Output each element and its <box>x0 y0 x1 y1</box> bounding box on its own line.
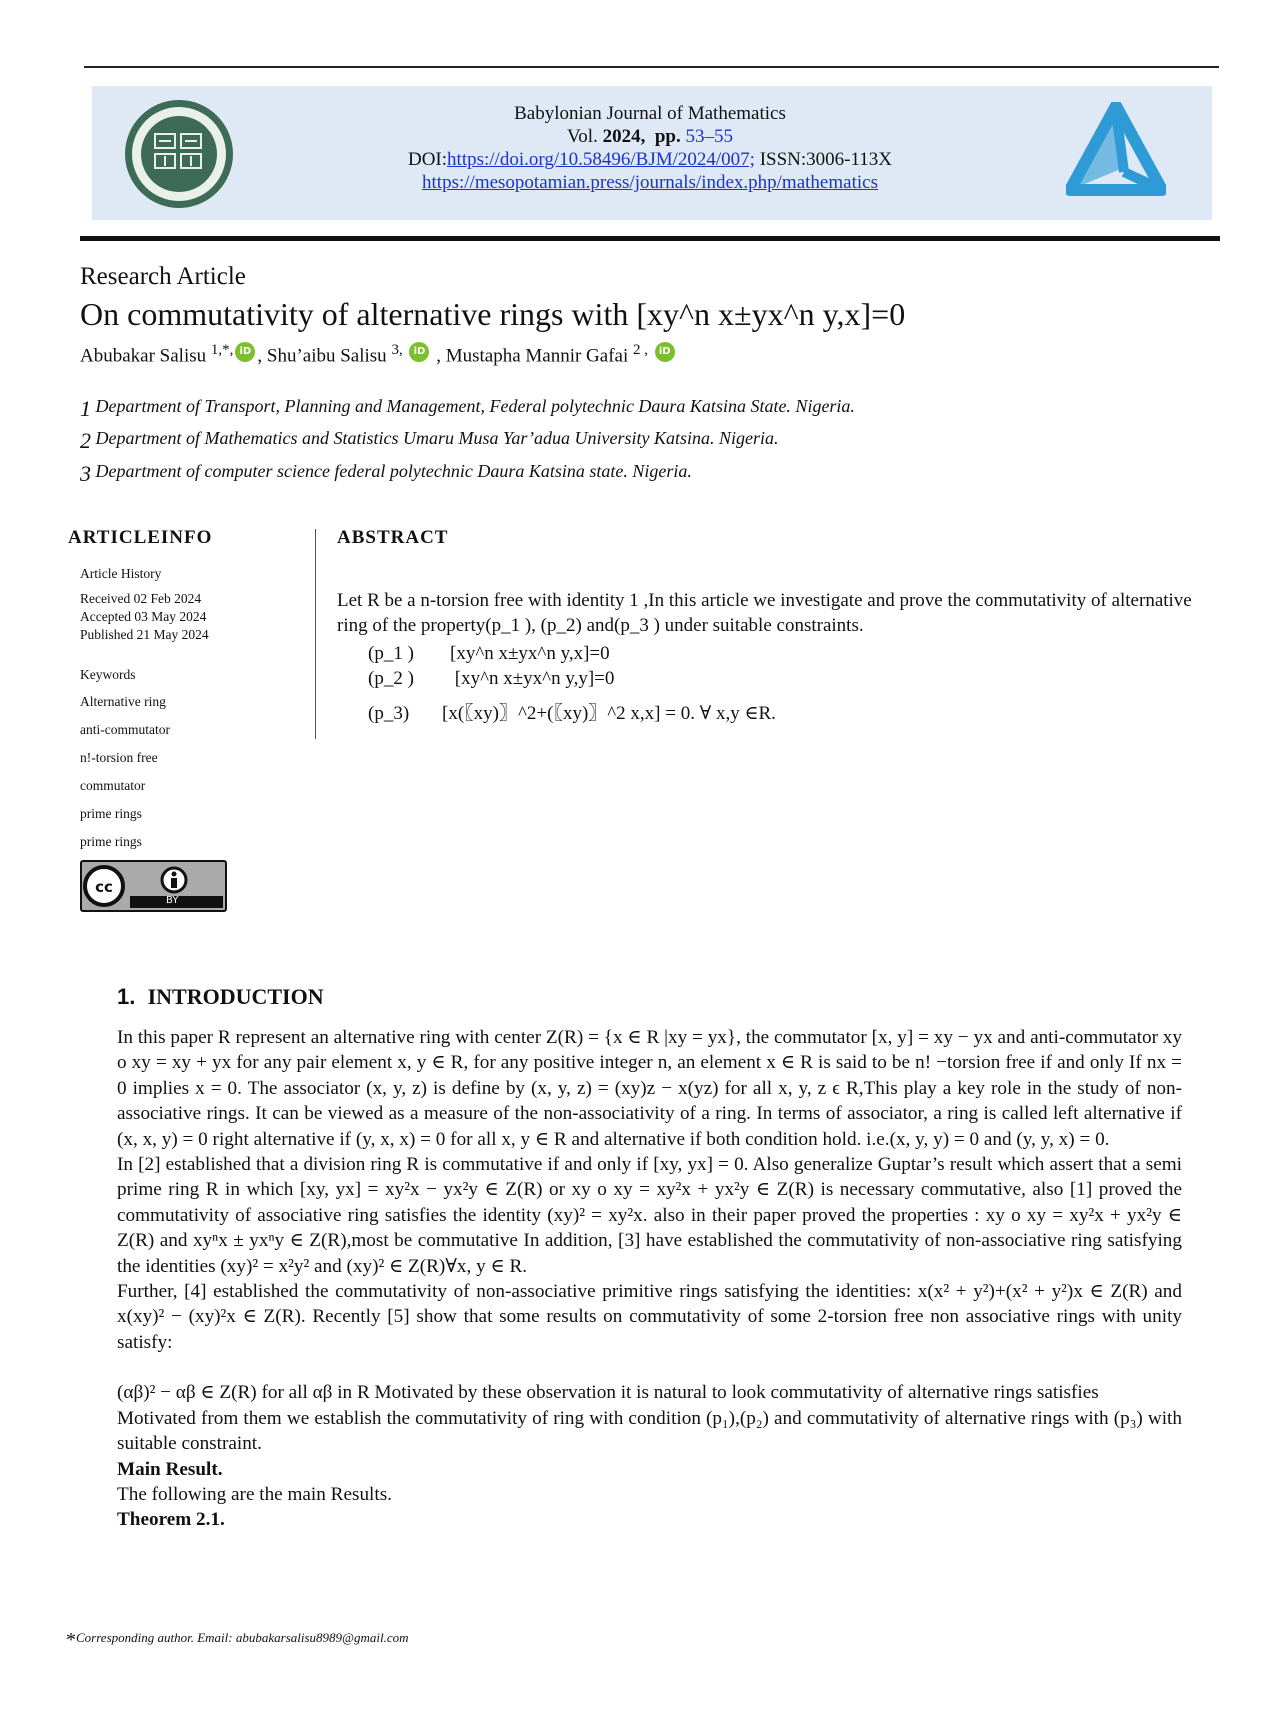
history-label: Article History <box>80 566 162 581</box>
introduction-heading: 1. INTRODUCTION <box>117 984 324 1009</box>
corresponding-author-footnote: *Corresponding author. Email: abubakarsalisu8989@gmail.com <box>66 1629 409 1651</box>
keyword: n!-torsion free <box>80 750 158 765</box>
orcid-icon[interactable]: iD <box>235 342 255 362</box>
keyword: anti-commutator <box>80 722 170 737</box>
introduction-body <box>117 1025 1182 1533</box>
keyword: Alternative ring <box>80 694 166 709</box>
paragraph: In [2] established that a division ring R is commutative if and only if [xy, yx] = 0. Also generalize Guptar’s result which assert that a semi prime ring R in which [xy, yx] = xy²x − yx²y ∈ Z(R) or xy o xy = xy²x + yx²y ∈ Z(R) is necessary commutative, also [1] proved the commutativity of associative ring satisfies the identity (xy)² = xy²x. also in their paper proved the properties : xy o xy = xy²x + yx²y ∈ Z(R) and xyⁿx ± yxⁿy ∈ Z(R),most be commutative In addition, [3] have established the commutativity of non-associative ring satisfying the identities (xy)² = x²y² and (xy)² ∈ Z(R)∀x, y ∈ R. <box>117 1154 1182 1277</box>
top-rule <box>84 66 1219 68</box>
article-info-heading: ARTICLEINFO <box>68 527 213 548</box>
author-name: , Shu’aibu Salisu <box>257 345 392 367</box>
article-title: On commutativity of alternative rings with [xy^n x±yx^n y,x]=0 <box>80 296 906 332</box>
paragraph: Further, [4] established the commutativity of non-associative primitive rings satisfying the identities: x(x² + y²)+(x² + y²)x ∈ Z(R) and x(xy)² − (xy)²x ∈ Z(R). Recently [5] show that some results on commutativity of some 2-torsion free non associative rings with unity satisfy: <box>117 1281 1182 1353</box>
theorem-heading: Theorem 2.1. <box>117 1509 225 1531</box>
affiliation: 1 Department of Transport, Planning and Management, Federal polytechnic Daura Katsina State. Nigeria. <box>80 396 855 421</box>
svg-text:cc: cc <box>95 878 113 896</box>
abstract-text: Let R be a n-torsion free with identity 1 ,In this article we investigate and prove the commutativity of alternative ring of the property(p_1 ), (p_2) and(p_3 ) under suitable constraints. <box>337 590 1192 636</box>
abstract-heading: ABSTRACT <box>337 527 449 548</box>
orcid-icon[interactable]: iD <box>409 342 429 362</box>
orcid-icon[interactable]: iD <box>655 342 675 362</box>
column-divider <box>315 529 316 739</box>
property-p3: (p_3) [x(〖xy)〗^2+(〖xy)〗^2 x,x] = 0. ∀ x,y ∈R. <box>368 703 776 724</box>
keyword: prime rings <box>80 806 142 821</box>
keywords-label: Keywords <box>80 667 136 682</box>
published-date: Published 21 May 2024 <box>80 627 209 642</box>
accepted-date: Accepted 03 May 2024 <box>80 609 207 624</box>
journal-info <box>250 102 1050 194</box>
author-name: , Mustapha Mannir Gafai <box>436 345 633 367</box>
affiliation: 2 Department of Mathematics and Statistics Umaru Musa Yar’adua University Katsina. Nigeria. <box>80 428 779 453</box>
paragraph: In this paper R represent an alternative ring with center Z(R) = {x ∈ R |xy = yx}, the commutator [x, y] = xy − yx and anti-commutator xy o xy = xy + yx for any pair element x, y ∈ R, for any positive integer n, an element x ∈ R is said to be n! −torsion free if and only If nx = 0 implies x = 0. The associator (x, y, z) is define by (x, y, z) = (xy)z − x(yz) for all x, y, z ϵ R,This play a key role in the study of non-associative rings. It can be viewed as a measure of the non-associativity of a ring. In terms of associator, a ring is called left alternative if (x, x, y) = 0 right alternative if (y, x, x) = 0 for all x, y ∈ R and alternative if both condition hold. i.e.(x, y, y) = 0 and (y, y, x) = 0. <box>117 1027 1182 1150</box>
header-rule <box>80 236 1220 241</box>
volume-line: Vol. 2024, pp. 53–55 <box>567 126 733 147</box>
license-label: BY <box>166 895 179 906</box>
journal-site-link[interactable]: https://mesopotamian.press/journals/index.php/mathematics <box>422 172 878 193</box>
property-p2: (p_2 ) [xy^n x±yx^n y,y]=0 <box>368 668 615 689</box>
received-date: Received 02 Feb 2024 <box>80 591 202 606</box>
paragraph: The following are the main Results. <box>117 1483 392 1505</box>
journal-logo <box>1066 102 1166 210</box>
keyword: prime rings <box>80 834 142 849</box>
property-p1: (p_1 ) [xy^n x±yx^n y,x]=0 <box>368 643 610 664</box>
keyword: commutator <box>80 778 146 793</box>
author-name: Abubakar Salisu <box>80 345 211 367</box>
article-type: Research Article <box>80 263 246 290</box>
journal-name: Babylonian Journal of Mathematics <box>514 103 786 124</box>
publisher-logo <box>123 98 235 210</box>
paragraph: Motivated from them we establish the commutativity of ring with condition (p₁),(p₂) and commutativity of alternative rings with (p₃) with suitable constraint. <box>117 1407 1182 1455</box>
doi-line: DOI:https://doi.org/10.58496/BJM/2024/007; ISSN:3006-113X <box>407 149 893 170</box>
author-list: Abubakar Salisu $^{1,*,}$ iD , Shu’aibu Salisu $^{3,}$ iD , Mustapha Mannir Gafai $^{2 ,}$ iD <box>80 342 677 367</box>
affiliation: 3 Department of computer science federal polytechnic Daura Katsina state. Nigeria. <box>80 461 692 486</box>
section-subheading: Main Result. <box>117 1458 223 1480</box>
cc-license-badge <box>80 860 227 912</box>
doi-link[interactable]: https://doi.org/10.58496/BJM/2024/007; <box>447 149 755 170</box>
paragraph: (αβ)² − αβ ∈ Z(R) for all αβ in R Motivated by these observation it is natural to look commutativity of alternative rings satisfies <box>117 1382 1099 1404</box>
